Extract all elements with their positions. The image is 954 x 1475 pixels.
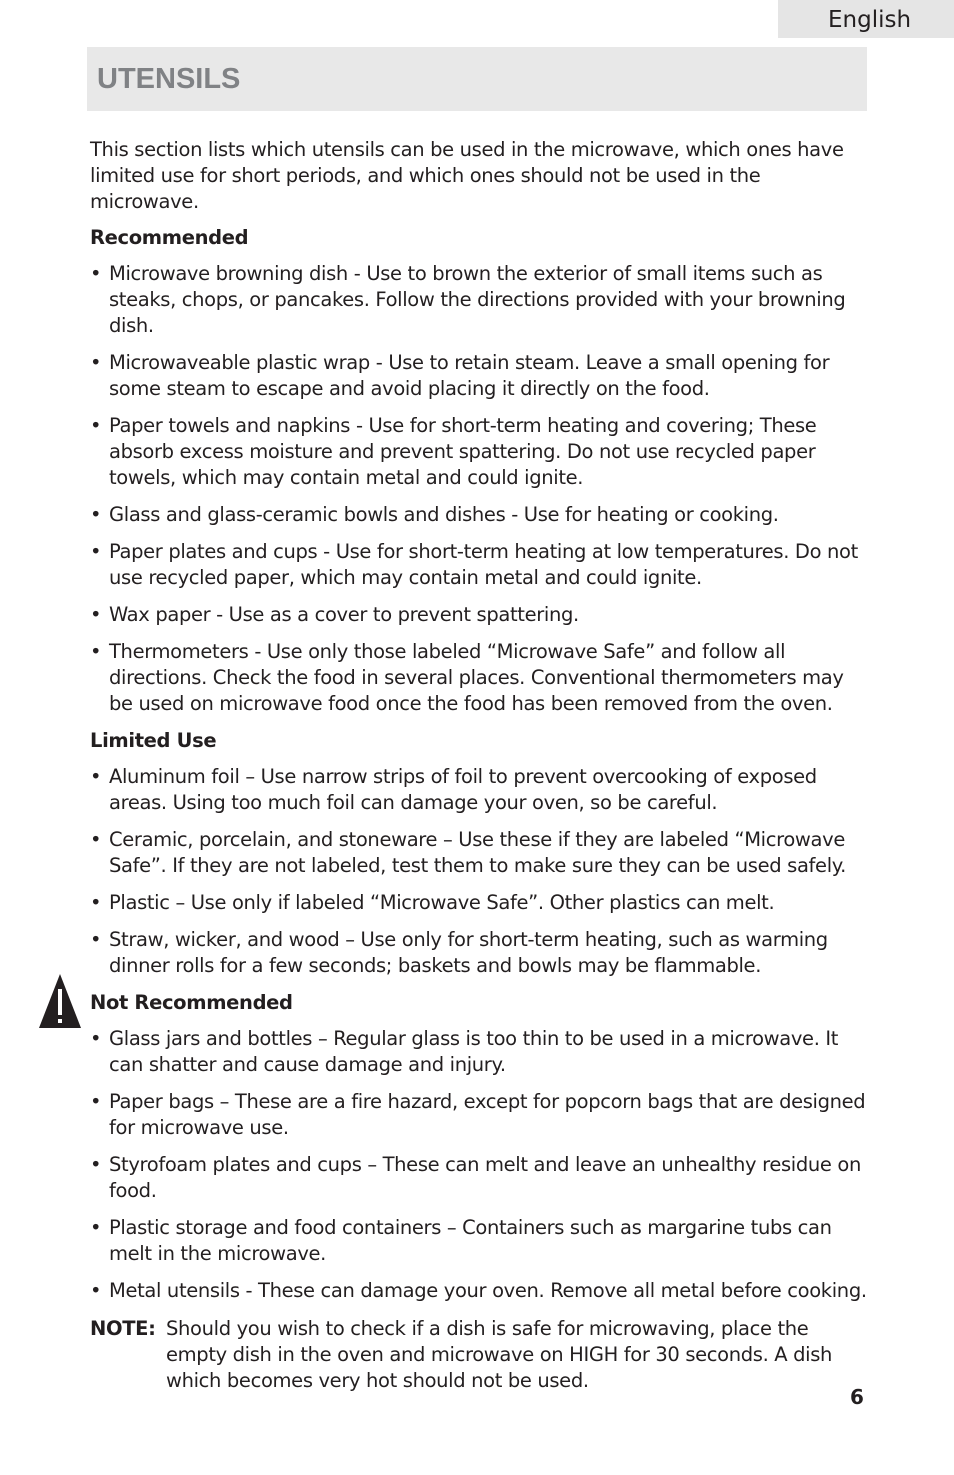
list-item-text: Plastic storage and food containers – Containers such as margarine tubs can melt in the microwave. bbox=[109, 1216, 832, 1265]
list-item bbox=[90, 502, 868, 528]
bullet: • bbox=[90, 351, 102, 374]
list-item-text: Paper plates and cups - Use for short-term heating at low temperatures. Do not use recycled paper, which may contain metal and could ignite. bbox=[109, 540, 858, 589]
language-tab: English bbox=[778, 0, 954, 38]
list-item bbox=[90, 927, 868, 979]
intro-paragraph: This section lists which utensils can be used in the microwave, which ones have limited use for short periods, and which ones should not be used in the microwave. bbox=[90, 138, 844, 213]
list-item-text: Styrofoam plates and cups – These can melt and leave an unhealthy residue on food. bbox=[109, 1153, 861, 1202]
limited-use-list bbox=[90, 764, 868, 979]
bullet: • bbox=[90, 928, 102, 951]
recommended-heading: Recommended bbox=[90, 226, 249, 249]
list-item bbox=[90, 1026, 868, 1078]
list-item bbox=[90, 827, 868, 879]
bullet: • bbox=[90, 891, 102, 914]
list-item-text: Plastic – Use only if labeled “Microwave Safe”. Other plastics can melt. bbox=[109, 891, 775, 914]
note-text: Should you wish to check if a dish is safe for microwaving, place the empty dish in the oven and microwave on HIGH for 30 seconds. A dish which becomes very hot should not be used. bbox=[166, 1317, 833, 1392]
list-item bbox=[90, 413, 868, 491]
list-item bbox=[90, 639, 868, 717]
list-item bbox=[90, 1278, 868, 1304]
list-item bbox=[90, 539, 868, 591]
list-item-text: Thermometers - Use only those labeled “Microwave Safe” and follow all directions. Check the food in several places. Conventional thermometers may be used on microwave food once the food has been removed from the oven. bbox=[109, 640, 844, 715]
list-item-text: Aluminum foil – Use narrow strips of foil to prevent overcooking of exposed areas. Using too much foil can damage your oven, so be careful. bbox=[109, 765, 817, 814]
note bbox=[90, 1316, 868, 1394]
list-item-text: Glass jars and bottles – Regular glass is too thin to be used in a microwave. It can shatter and cause damage and injury. bbox=[109, 1027, 839, 1076]
bullet: • bbox=[90, 640, 102, 663]
bullet: • bbox=[90, 540, 102, 563]
bullet: • bbox=[90, 414, 102, 437]
not-recommended-heading: Not Recommended bbox=[90, 991, 293, 1014]
title-bar bbox=[87, 47, 867, 111]
list-item-text: Microwaveable plastic wrap - Use to retain steam. Leave a small opening for some steam to escape and avoid placing it directly on the food. bbox=[109, 351, 830, 400]
list-item-text: Microwave browning dish - Use to brown the exterior of small items such as steaks, chops, or pancakes. Follow the directions provided with your browning dish. bbox=[109, 262, 846, 337]
limited-use-heading: Limited Use bbox=[90, 729, 217, 752]
list-item-text: Ceramic, porcelain, and stoneware – Use these if they are labeled “Microwave Safe”. If they are not labeled, test them to make sure they can be used safely. bbox=[109, 828, 847, 877]
list-item-text: Glass and glass-ceramic bowls and dishes - Use for heating or cooking. bbox=[109, 503, 779, 526]
bullet: • bbox=[90, 1216, 102, 1239]
bullet: • bbox=[90, 603, 102, 626]
list-item bbox=[90, 764, 868, 816]
not-recommended-list bbox=[90, 1026, 868, 1304]
list-item-text: Metal utensils - These can damage your oven. Remove all metal before cooking. bbox=[109, 1279, 867, 1302]
list-item bbox=[90, 1089, 868, 1141]
bullet: • bbox=[90, 828, 102, 851]
list-item bbox=[90, 890, 868, 916]
list-item-text: Paper bags – These are a fire hazard, except for popcorn bags that are designed for microwave use. bbox=[109, 1090, 866, 1139]
list-item bbox=[90, 350, 868, 402]
page-title: UTENSILS bbox=[97, 63, 241, 95]
bullet: • bbox=[90, 1090, 102, 1113]
bullet: • bbox=[90, 262, 102, 285]
content bbox=[90, 137, 868, 1394]
list-item-text: Paper towels and napkins - Use for short-term heating and covering; These absorb excess moisture and prevent spattering. Do not use recycled paper towels, which may contain metal and could ignite. bbox=[109, 414, 817, 489]
bullet: • bbox=[90, 1279, 102, 1302]
note-label: NOTE: bbox=[90, 1317, 156, 1340]
list-item bbox=[90, 602, 868, 628]
bullet: • bbox=[90, 1027, 102, 1050]
list-item-text: Straw, wicker, and wood – Use only for short-term heating, such as warming dinner rolls for a few seconds; baskets and bowls may be flammable. bbox=[109, 928, 828, 977]
list-item bbox=[90, 1152, 868, 1204]
list-item-text: Wax paper - Use as a cover to prevent spattering. bbox=[109, 603, 579, 626]
recommended-list bbox=[90, 261, 868, 717]
list-item bbox=[90, 261, 868, 339]
list-item bbox=[90, 1215, 868, 1267]
bullet: • bbox=[90, 1153, 102, 1176]
bullet: • bbox=[90, 765, 102, 788]
warning-icon bbox=[38, 973, 82, 1029]
bullet: • bbox=[90, 503, 102, 526]
page-number: 6 bbox=[850, 1385, 864, 1409]
